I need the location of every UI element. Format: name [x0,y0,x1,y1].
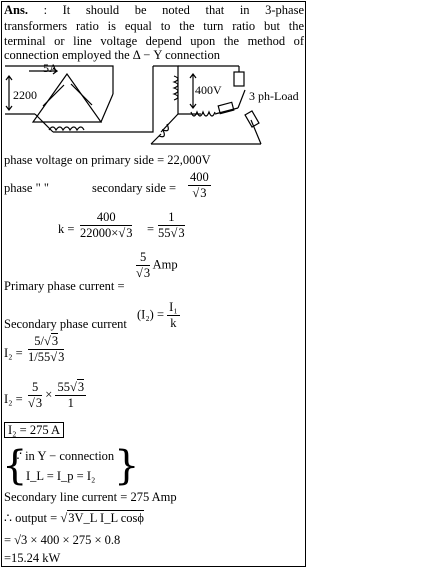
intro-line-1-rest: : It should be noted that in 3-phase [43,3,305,17]
intro-line-4: connection employed the Δ − Y connection [4,48,220,62]
output-rhs: 3V_L I_L cosϕ [68,511,144,525]
fraction-numerator: 400 [190,170,209,184]
primary-current-fraction [136,250,178,281]
secondary-line-current: Secondary line current = 275 Amp [4,490,177,504]
k-numerator: 400 [80,210,132,226]
final-result: =15.24 kW [4,551,61,565]
brace-line-1: ∵ in Y − connection [14,449,115,463]
primary-current-label: Primary phase current = [4,279,125,293]
left-brace: { [2,443,28,489]
i2-cf-num-rad: 3 [51,334,59,348]
pc-radicand: 3 [143,266,151,280]
secondary-voltage-fraction [188,170,211,201]
k-equals: = [147,222,155,236]
intro-line-2: transformers ratio is equal to the turn ratio but the [4,19,304,33]
i1-numerator: I₁ [169,300,178,314]
p2-rad: 3 [77,380,85,394]
k-lhs: k = [58,222,75,236]
load-label: 3 ph-Load [249,89,299,103]
p2-num: 55√3 [57,380,85,394]
p2-num-text: 55 [57,380,70,394]
result-box [4,423,64,438]
k-fraction [80,210,132,241]
i2-eq-1: I₂ = [4,346,23,360]
p1-rad: 3 [35,396,43,410]
i2-cf-den: 1/55√3 [28,350,65,364]
k-denominator: 22000×√3 [80,226,133,240]
output-formula: ∴ output = √3V_L I_L cosϕ [4,511,144,525]
i2-cf-den-text: 1/55 [28,350,51,364]
i2-eq-2: I₂ = [4,392,23,406]
i2-cf-num-text: 5/ [34,334,44,348]
pc-denominator: √3 [136,266,151,280]
primary-voltage-label: 2200 [13,88,37,102]
transformer-diagram [3,62,303,150]
p1-num: 5 [28,380,42,396]
i2-paren: (I₂) = [137,307,165,322]
brace-line-2: I_L = I_p = I₂ [26,469,96,483]
p2-den: 1 [67,396,74,410]
intro-line-1 [4,2,304,18]
p1-den: √3 [28,396,43,410]
calc-line: = √3 × 400 × 275 × 0.8 [4,533,121,547]
k-denominator-small: k [170,316,177,330]
i2-cf-num: 5/√3 [28,334,64,350]
k2-numerator: 1 [158,210,185,226]
result-box-text: I₂ = 275 A [4,422,64,438]
i2-product [28,380,86,411]
secondary-current-label: Secondary phase current [4,317,127,331]
secondary-side-label: secondary side = [92,181,177,195]
k2-den-radicand: 3 [178,226,185,240]
k-fraction-2 [158,210,185,241]
fraction-denominator: √3 [192,186,207,200]
i2-ratio [137,300,180,331]
k-den-radicand: 3 [126,226,133,240]
k-den-text: 22000× [80,226,119,240]
primary-phase-voltage: phase voltage on primary side = 22,000V [4,153,211,167]
ans-label: Ans. [4,3,28,17]
secondary-voltage-label: 400V [195,83,222,97]
right-brace: } [114,443,140,489]
k2-denominator: 55√3 [158,226,185,240]
k2-den-text: 55 [158,226,171,240]
amp-unit: Amp [152,257,178,272]
phase-quote: phase " " [4,181,49,195]
i2-cf-den-rad: 3 [58,350,65,364]
sqrt-radicand: 3 [200,186,207,200]
output-lhs: ∴ output = [4,511,58,525]
intro-line-3: terminal or line voltage depend upon the method of [4,34,304,48]
pc-numerator: 5 [136,250,150,266]
current-label: 5A [43,62,58,75]
i2-compound-fraction [28,334,64,365]
times-sign: × [45,387,53,402]
